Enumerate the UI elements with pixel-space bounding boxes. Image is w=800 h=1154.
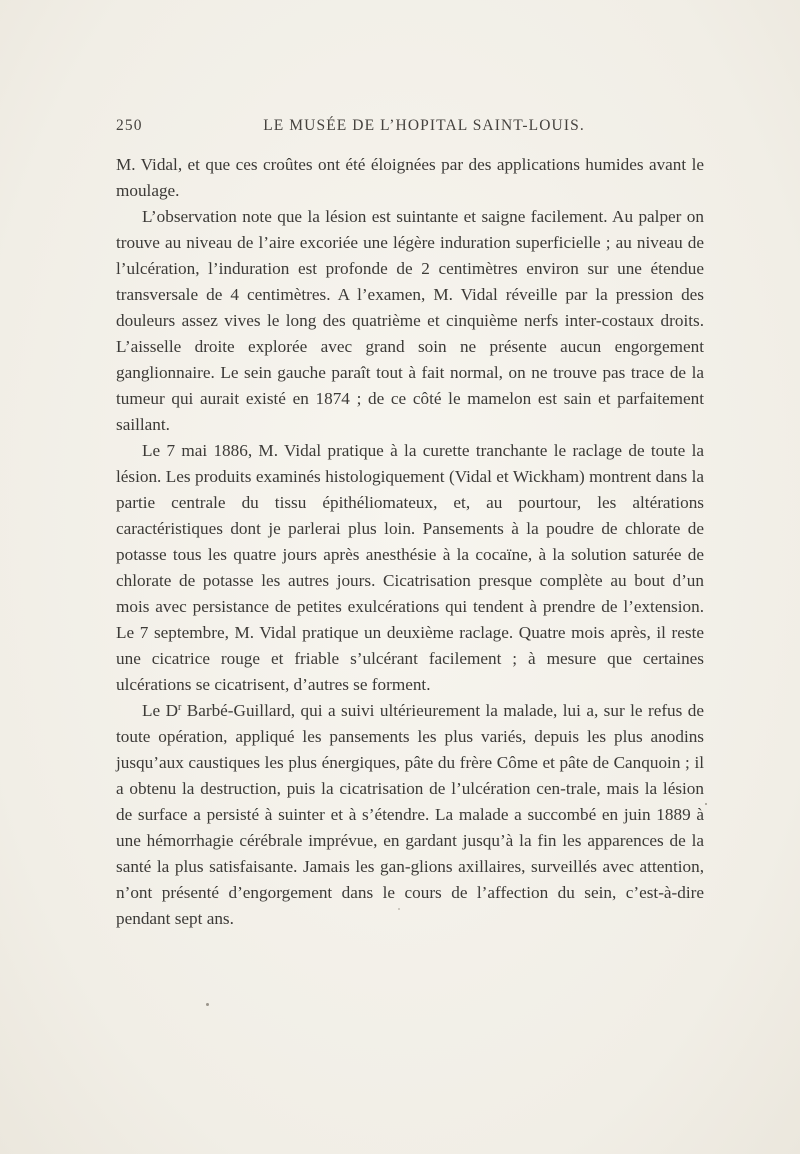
paper-speck bbox=[398, 908, 400, 910]
paragraph-1: M. Vidal, et que ces croûtes ont été éloignées par des applications humides avant le moulage. bbox=[116, 155, 704, 200]
paper-speck bbox=[705, 803, 707, 805]
paragraph-4-rest: Barbé-Guillard, qui a suivi ultérieurement la malade, lui a, sur le refus de toute opération, appliqué les pansements les plus variés, depuis les plus anodins jusqu’aux caustiques les plus énergiques, pâte du frère Côme et pâte de Canquoin ; il a obtenu la destruction, puis la cicatrisation de l’ulcération cen-trale, mais la lésion de surface a persisté à suinter et à s’étendre. La malade a succombé en juin 1889 à une hémorrhagie cérébrale imprévue, en gardant jusqu’à la fin les apparences de la santé la plus satisfaisante. Jamais les gan-glions axillaires, surveillés avec attention, n’ont présenté d’engorgement dans le cours de l’affection du sein, c’est-à-dire pendant sept ans. bbox=[116, 701, 704, 928]
paragraph-4-start: Le D bbox=[142, 701, 178, 720]
body-text bbox=[116, 152, 704, 932]
doctor-superscript: r bbox=[177, 702, 182, 713]
page-number: 250 bbox=[116, 117, 143, 134]
running-title: LE MUSÉE DE L’HOPITAL SAINT-LOUIS. bbox=[263, 117, 585, 134]
paragraph-2: L’observation note que la lésion est suintante et saigne facilement. Au palper on trouve au niveau de l’aire excoriée une légère induration superficielle ; au niveau de l’ulcération, l’induration est profonde de 2 centimètres environ sur une étendue transversale de 4 centimètres. A l’examen, M. Vidal réveille par la pression des douleurs assez vives le long des quatrième et cinquième nerfs inter-costaux droits. L’aisselle droite explorée avec grand soin ne présente aucun engorgement ganglionnaire. Le sein gauche paraît tout à fait normal, on ne trouve pas trace de la tumeur qui aurait existé en 1874 ; de ce côté le mamelon est sain et parfaitement saillant. bbox=[116, 207, 704, 434]
paragraph-3: Le 7 mai 1886, M. Vidal pratique à la curette tranchante le raclage de toute la lésion. Les produits examinés histologiquement (Vidal et Wickham) montrent dans la partie centrale du tissu épithéliomateux, et, au pourtour, les altérations caractéristiques dont je parlerai plus loin. Pansements à la poudre de chlorate de potasse tous les quatre jours après anesthésie à la cocaïne, à la solution saturée de chlorate de potasse les autres jours. Cicatrisation presque complète au bout d’un mois avec persistance de petites exulcérations qui tendent à prendre de l’extension. Le 7 septembre, M. Vidal pratique un deuxième raclage. Quatre mois après, il reste une cicatrice rouge et friable s’ulcérant facilement ; à mesure que certaines ulcérations se cicatrisent, d’autres se forment. bbox=[116, 441, 704, 694]
running-head bbox=[116, 117, 704, 137]
paper-speck bbox=[206, 1003, 209, 1006]
paragraph-4 bbox=[116, 698, 704, 932]
